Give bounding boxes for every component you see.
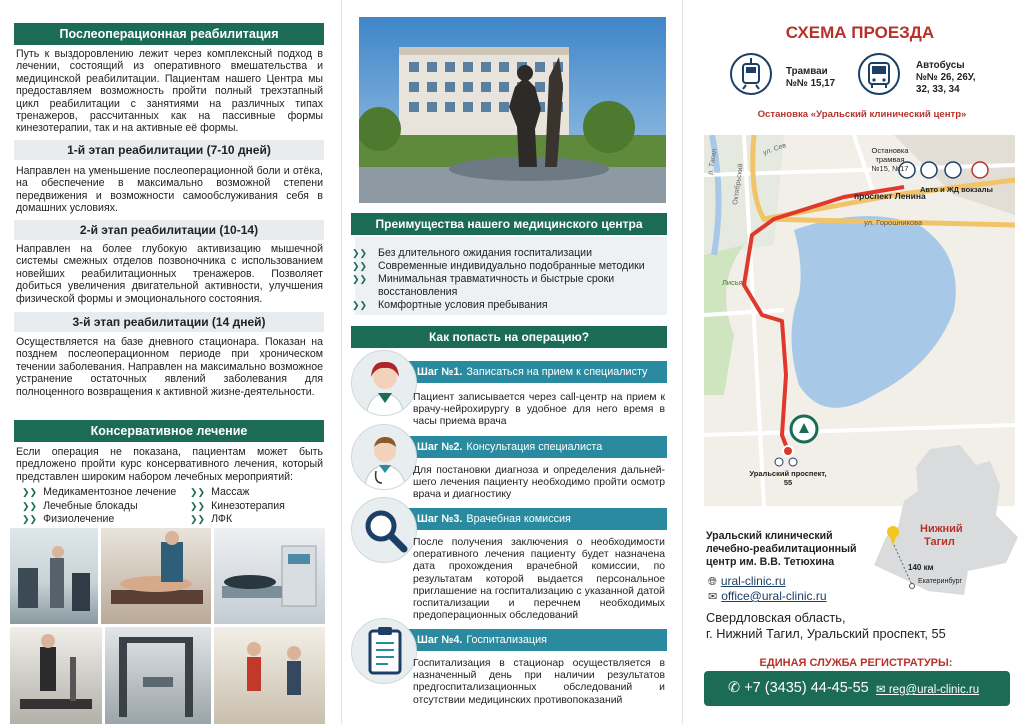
registry-box (704, 671, 1010, 706)
step1-text: Пациент записывается через call-центр на прием к врачу-нейрохирургу в удобное для него время в часы приема врача (413, 392, 665, 428)
chevron-right-icon: ❯❯ (352, 274, 368, 284)
panel-route (682, 0, 1024, 724)
map-label-lenina: проспект Ленина (854, 191, 926, 201)
region-distance: 140 км (908, 563, 934, 572)
photo-lfk (214, 627, 325, 724)
map-destination-line2: 55 (783, 478, 793, 487)
chevron-right-icon: ❯❯ (190, 514, 206, 524)
rehab-title: Послеоперационная реабилитация (14, 23, 324, 45)
step2-text: Для постановки диагноза и определения дальней-шего лечения пациенту необходимо пройти осмотр врача и диагностику (413, 465, 665, 501)
route-title: СХЕМА ПРОЕЗДА (785, 23, 935, 42)
list-item: ❯❯ Кинезотерапия (190, 499, 285, 512)
map-destination-line1: Уральский проспект, (749, 469, 827, 478)
step2-header: Шаг №2. Консультация специалиста (403, 436, 667, 458)
map-tram-stop-line2: трамвая (875, 155, 905, 164)
tram-icon (730, 53, 772, 95)
address: Свердловская область, г. Нижний Тагил, Уральский проспект, 55 (706, 610, 946, 641)
registry-email[interactable]: ✉ reg@ural-clinic.ru (876, 684, 980, 696)
step4-text: Госпитализация в стационар осуществляется в назначенный день при наличии результатов предгоспитализационных обследований и отсутствии медицинских противопоказаний (413, 658, 665, 706)
treatment-list (22, 486, 322, 527)
step3-header: Шаг №3. Врачебная комиссия (403, 508, 667, 530)
panel-procedure (341, 0, 682, 724)
advantages-list (352, 247, 665, 312)
step3-text: После получения заключения о необходимости оперативного лечения пациенту будет назначена дата прохождения врачебной комиссии, по результатам которой выдается персональное приглашение на госпитализацию с указанной датой госпитализации и перечнем необходимых предоперационных обследований (413, 537, 665, 622)
chevron-right-icon: ❯❯ (22, 500, 38, 511)
magnifier-icon (351, 497, 417, 563)
map-label-sev: ул. Сев (762, 142, 788, 157)
receptionist-icon (351, 350, 417, 416)
phone-icon: ✆ (728, 680, 741, 696)
step1-header: Шаг №1. Записаться на прием к специалисту (403, 361, 667, 383)
chevron-right-icon: ❯❯ (352, 248, 368, 258)
clinic-name: Уральский клинический лечебно-реабилитационный центр им. В.В. Тетюхина (706, 530, 857, 568)
region-city-line2: Тагил (924, 536, 955, 548)
globe-icon: 🌐︎ (708, 576, 717, 588)
step4-header: Шаг №4. Госпитализация (403, 629, 667, 651)
map-label-oktyabrsky: Октябрьский (732, 163, 745, 206)
rehab-photo-collage (10, 528, 325, 724)
photo-treadmill (10, 627, 102, 724)
map-label-stations: Авто и ЖД вокзалы (920, 185, 993, 194)
clinic-building-photo (359, 17, 666, 203)
chevron-right-icon: ❯❯ (22, 487, 38, 497)
advantages-title: Преимущества нашего медицинского центра (351, 213, 667, 235)
list-item: ❯❯ Минимальная травматичность и быстрые сроки восстановления (352, 273, 615, 298)
stage1-text: Направлен на уменьшение послеоперационной боли и отёка, на обеспечение в максимально возможной степени передвижения и возможности самообслуживания себя в домашних условиях. (16, 165, 323, 215)
chevron-right-icon: ❯❯ (190, 487, 206, 497)
doctor-icon (351, 424, 417, 490)
chevron-right-icon: ❯❯ (22, 514, 38, 524)
registry-phone[interactable]: ✆ +7 (3435) 44-45-55 (728, 680, 869, 696)
map-tram-stop-line1: Остановка (871, 146, 909, 155)
clipboard-icon (351, 618, 417, 684)
chevron-right-icon: ❯❯ (352, 261, 368, 271)
map-label-lisya: Лисья (722, 278, 743, 287)
region-map (868, 445, 1024, 600)
rehab-text: Путь к выздоровлению лежит через комплексный подход в лечении, состоящий из оперативного вмешательства и медицинской реабилитации. Пациентам нашего Центра мы предоставляем возможность пройти полный трехэтапный цикл реабилитации с занятиями на различных типах тренажеров, рассчитанных как на пассивные формы кинезотерапии, так и на активные её формы. (16, 48, 323, 135)
chevron-right-icon: ❯❯ (352, 300, 368, 310)
email-link[interactable]: ✉ office@ural-clinic.ru (708, 589, 827, 603)
photo-massage (101, 528, 211, 624)
list-item: ❯❯ Медикаментозное лечение (22, 486, 177, 498)
how-title: Как попасть на операцию? (351, 326, 667, 348)
list-item: ❯❯ Без длительного ожидания госпитализации (352, 247, 593, 259)
stage2-text: Направлен на более глубокую активизацию мышечной системы смежных отделов позвоночника с использованием новейших реабилитационных тренажеров. Позволяет добиться увеличения двигательной активности, улучшения физической формы и эмоционального состояния. (16, 243, 323, 305)
list-item: ❯❯ Современные индивидуально подобранные методики (352, 260, 645, 272)
map-label-goroshnikova: ул. Горошникова (864, 218, 923, 227)
photo-physiotherapy (214, 528, 325, 624)
list-item: ❯❯ Физиолечение (22, 513, 115, 525)
list-item: ❯❯ Комфортные условия пребывания (352, 299, 548, 311)
stage3-text: Осуществляется на базе дневного стационара. Показан на позднем послеоперационном периоде при хроническом течении заболевания. Направлен на максимально возможное устранение остаточных явлений заболевания для полноценного возвращения к активной жизне-деятельности. (16, 336, 323, 398)
photo-exercise-machine (105, 627, 211, 724)
map-tram-stop-line3: №15, №17 (871, 164, 909, 173)
panel-rehabilitation (0, 0, 341, 724)
website-link[interactable]: 🌐︎ ural-clinic.ru (708, 574, 786, 588)
bus-info: Автобусы №№ 26, 26У, 32, 33, 34 (916, 60, 976, 95)
map-label-tagil: р. Тагил (707, 148, 719, 176)
region-capital: Екатеринбург (918, 578, 963, 585)
stage1-title: 1-й этап реабилитации (7-10 дней) (14, 140, 324, 160)
stage2-title: 2-й этап реабилитации (10-14) (14, 220, 324, 240)
bus-icon (858, 53, 900, 95)
conservative-title: Консервативное лечение (14, 420, 324, 442)
stop-name: Остановка «Уральский клинический центр» (757, 109, 967, 120)
list-item: ❯❯ Лечебные блокады (22, 499, 138, 512)
chevron-right-icon: ❯❯ (190, 500, 206, 511)
tram-info: Трамваи №№ 15,17 (786, 66, 836, 89)
region-city-line1: Нижний (920, 523, 963, 535)
photo-gym (10, 528, 98, 624)
conservative-text: Если операция не показана, пациентам может быть предложено пройти курс консервативного лечения, который представлен широким набором лечебных мероприятий: (16, 446, 323, 483)
envelope-icon: ✉ (876, 684, 886, 696)
stage3-title: 3-й этап реабилитации (14 дней) (14, 312, 324, 332)
registry-title: ЕДИНАЯ СЛУЖБА РЕГИСТРАТУРЫ: (759, 657, 953, 669)
envelope-icon: ✉ (708, 591, 718, 603)
list-item: ❯❯ Массаж (190, 486, 250, 498)
list-item: ❯❯ ЛФК (190, 513, 233, 525)
